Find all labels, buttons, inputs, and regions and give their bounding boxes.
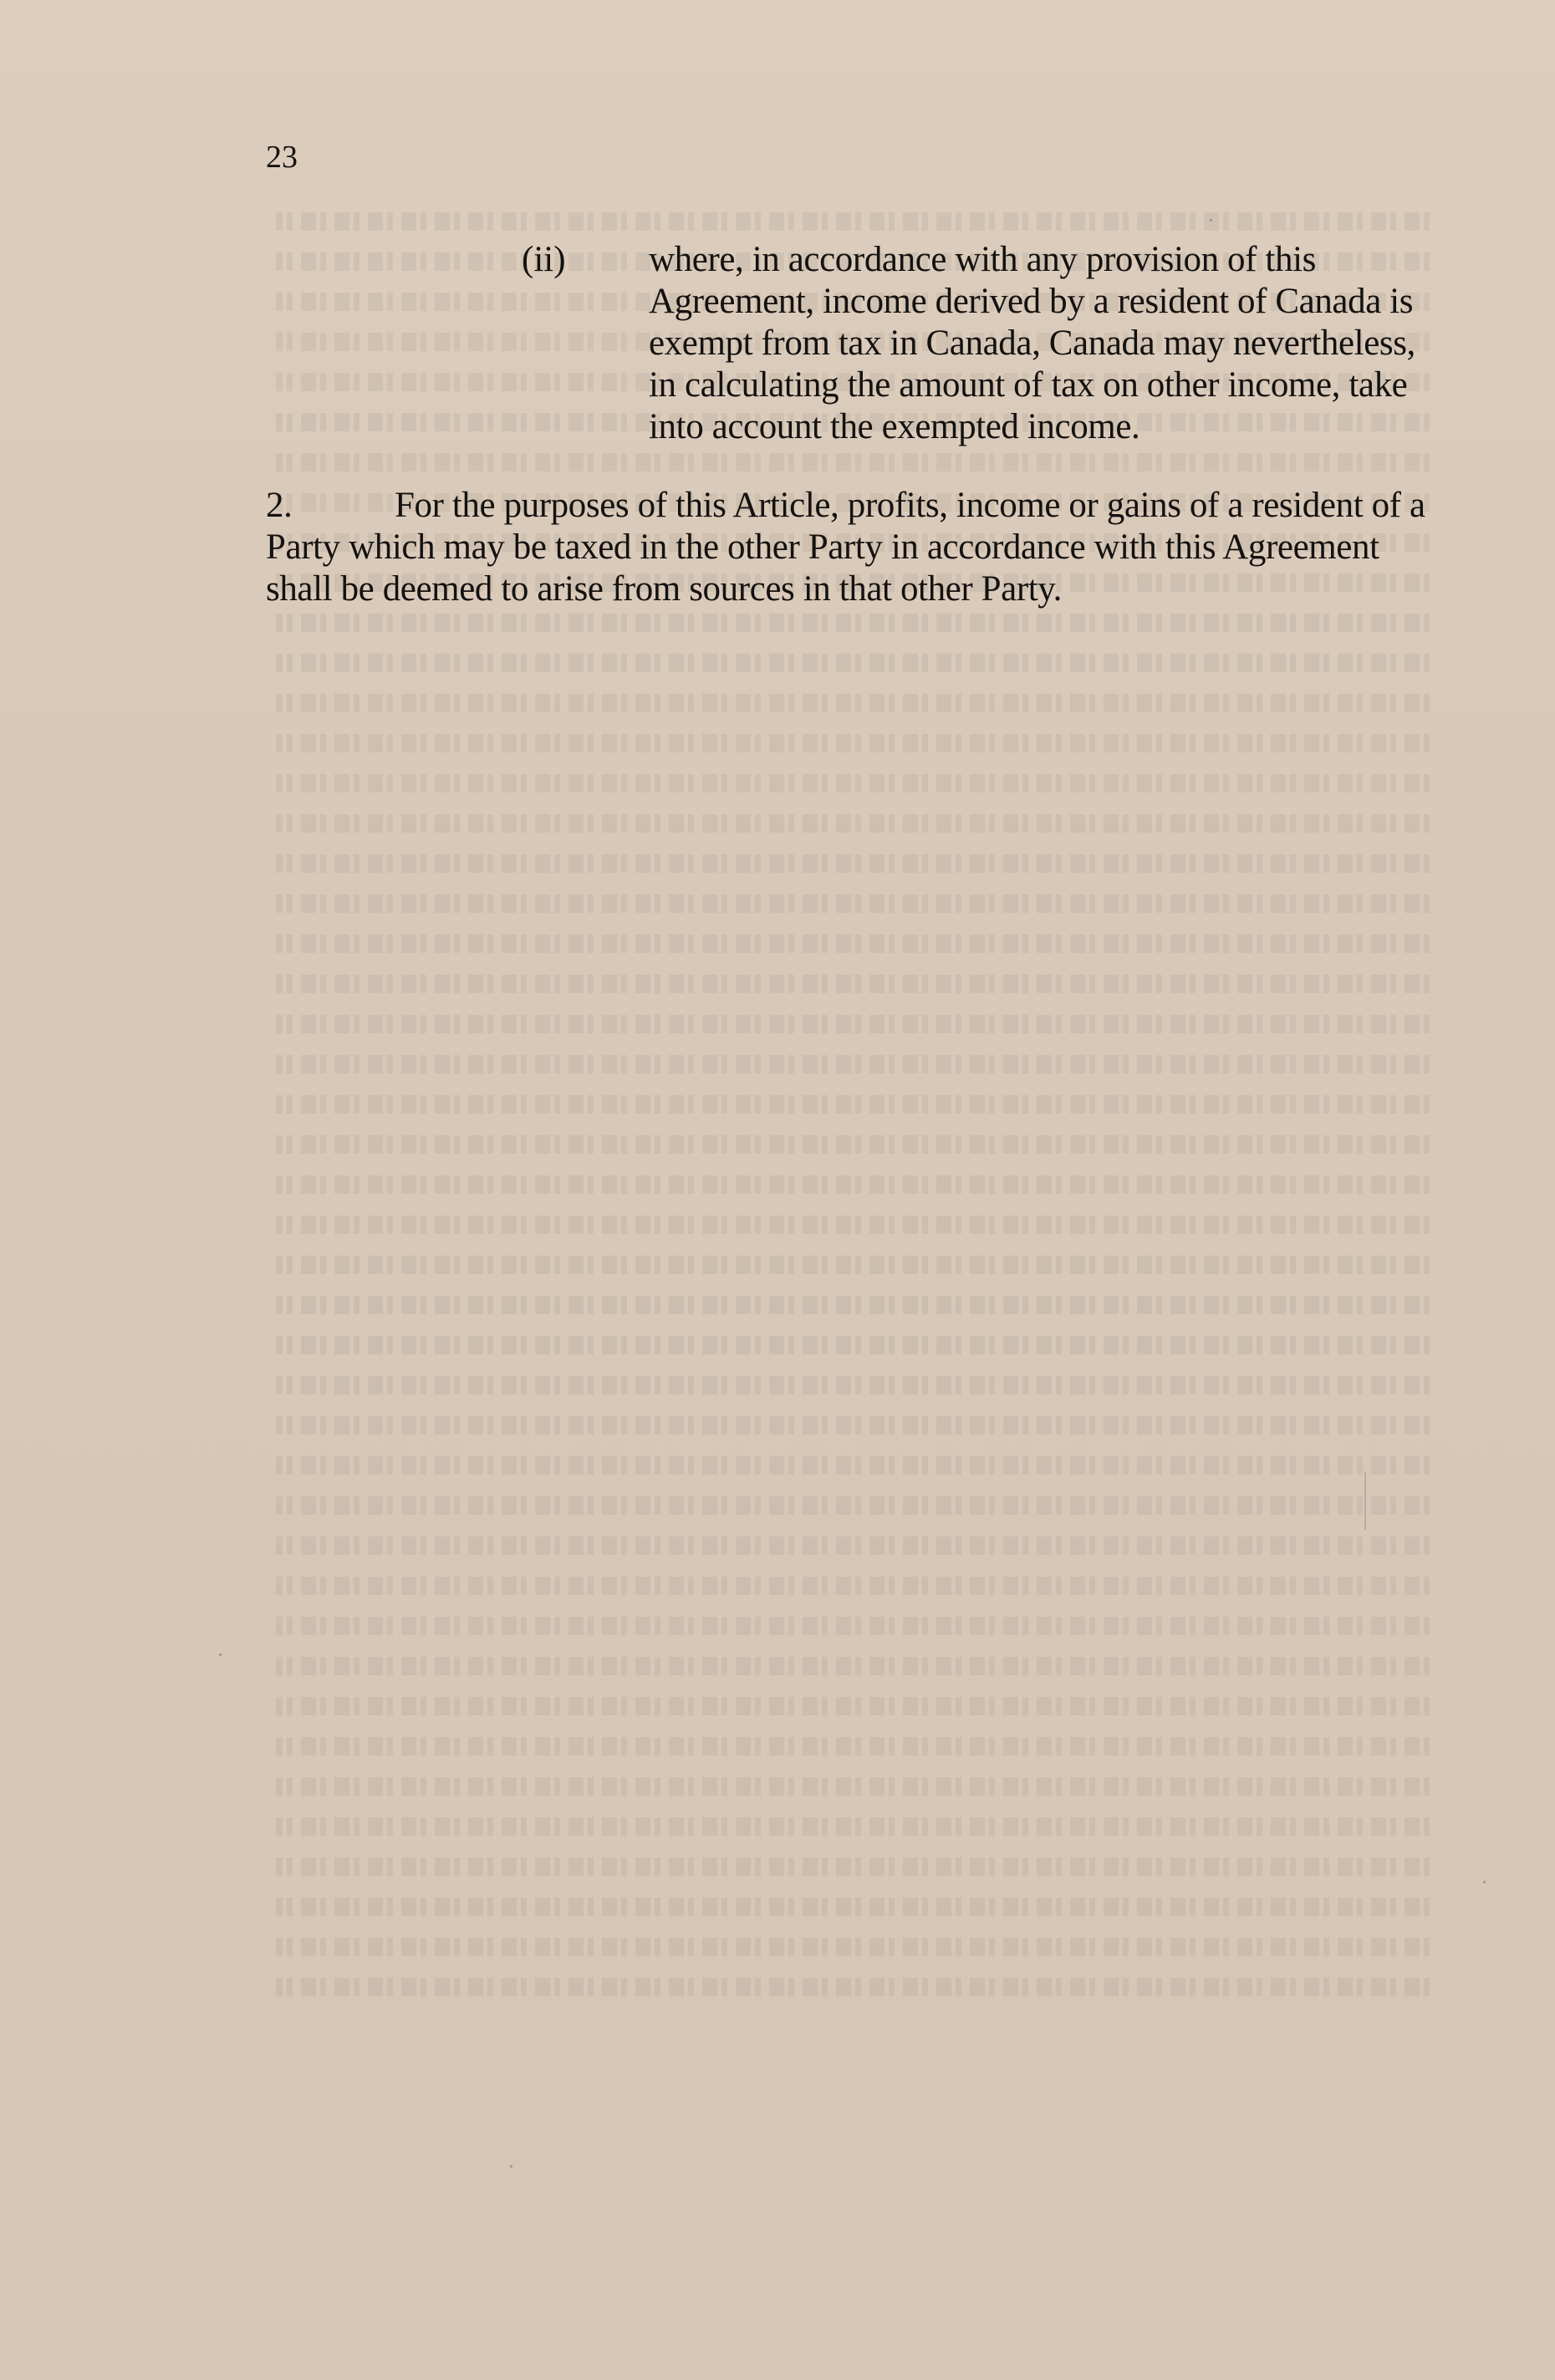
subparagraph-ii-label: (ii): [522, 240, 566, 279]
subparagraph-ii-text: where, in accordance with any provision of this Agreement, income derived by a resident of Canada is exempt from tax in Canada, Canada may nevertheless, in calculating the amount of tax on other income, take into account the exempted income.: [649, 240, 1415, 446]
page-number: 23: [266, 140, 298, 175]
paragraph-2-number: 2.: [266, 486, 293, 525]
paragraph-2-text: For the purposes of this Article, profits, income or gains of a resident of a Party which may be taxed in the other Party in accordance with this Agreement shall be deemed to arise from sources in that other Party.: [266, 486, 1425, 609]
paragraph-2: [266, 485, 1430, 610]
reverse-side-bleed-through: [276, 201, 1430, 2090]
